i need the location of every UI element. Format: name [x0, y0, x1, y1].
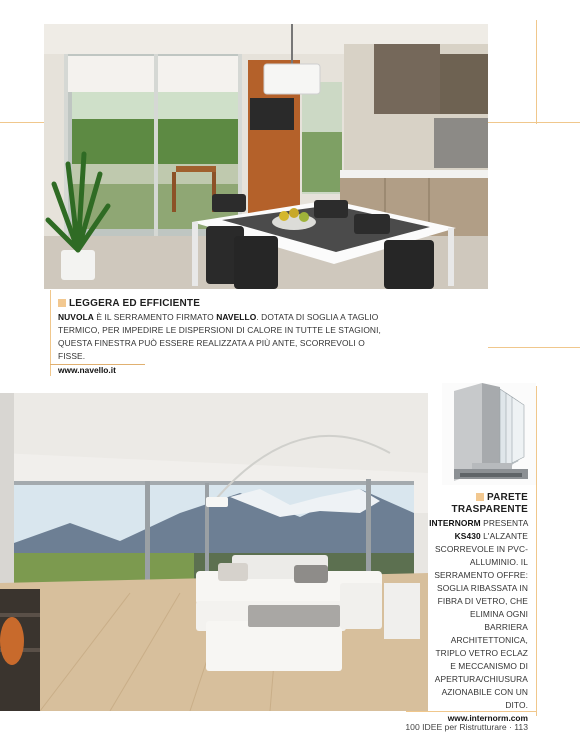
crop-line-mid-right: [488, 347, 580, 348]
bullet-square-icon: [476, 493, 484, 501]
brand-model: KS430: [454, 531, 481, 541]
caption-title: LEGGERA ED EFFICIENTE: [58, 298, 488, 309]
caption-body: NUVOLA È IL SERRAMENTO FIRMATO NAVELLO. DOTATA DI SOGLIA A TAGLIO TERMICO, PER IMPEDIRE LE DISPERSIONI DI CALORE IN TUTTE LE STAGIONI, QUESTA FINESTRA PUÒ ESSERE REALIZZATA A PIÙ ANTE, SCORREVOLI O FISSE.: [58, 312, 381, 361]
kitchen-dining-illustration: [44, 24, 488, 289]
caption-url[interactable]: www.navello.it: [58, 365, 116, 375]
brand-maker: INTERNORM: [429, 518, 481, 528]
living-room-photo: [0, 393, 428, 711]
caption-url[interactable]: www.internorm.com: [447, 713, 528, 723]
window-profile-photo: [442, 383, 536, 485]
brand-maker: NAVELLO: [216, 312, 257, 322]
crop-line-top: [0, 122, 44, 123]
bullet-square-icon: [58, 299, 66, 307]
caption-title: PARETE TRASPARENTE: [451, 492, 528, 515]
caption-internorm: [428, 492, 528, 723]
page-folio: 100 IDEE per Ristrutturare · 113: [405, 722, 528, 732]
living-room-illustration: [0, 393, 428, 711]
brand-model: NUVOLA: [58, 312, 94, 322]
crop-line-vertical-right: [536, 20, 537, 124]
caption-navello: [58, 298, 488, 375]
crop-line-lower-right: [536, 386, 537, 716]
crop-line-top-right: [488, 122, 580, 123]
window-profile-section-illustration: [442, 383, 536, 485]
kitchen-dining-photo: [44, 24, 488, 289]
caption-body: INTERNORM PRESENTA KS430 L'ALZANTE SCORREVOLE IN PVC-ALLUMINIO. IL SERRAMENTO OFFRE: SOGLIA RIBASSATA IN FIBRA DI VETRO, CHE ELIMINA OGNI BARRIERA ARCHITETTONICA, TRIPLO VETRO ECLAZ E MECCANISMO DI APERTURA/CHIUSURA AZIONABILE CON UN DITO.: [429, 518, 528, 710]
